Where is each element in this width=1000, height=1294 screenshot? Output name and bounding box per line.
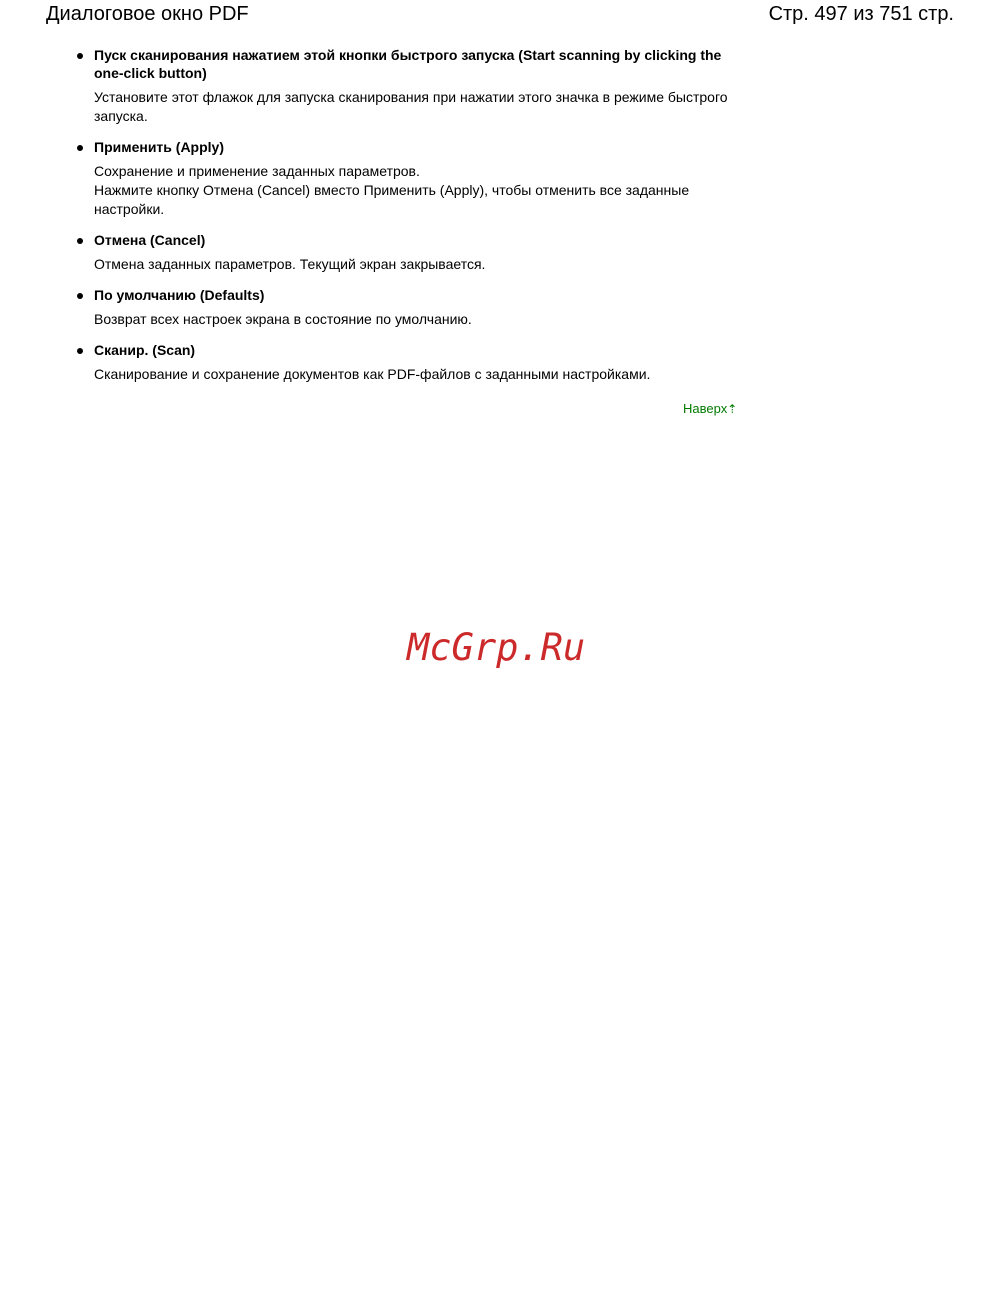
- back-to-top-label: Наверх: [683, 401, 728, 416]
- item-title: Отмена (Cancel): [94, 232, 206, 248]
- list-item: [94, 138, 744, 219]
- item-title: Пуск сканирования нажатием этой кнопки быстрого запуска (Start scanning by clicking the one-click button): [94, 47, 722, 81]
- item-description: Нажмите кнопку Отмена (Cancel) вместо Применить (Apply), чтобы отменить все заданные настройки.: [94, 182, 690, 217]
- item-title: По умолчанию (Defaults): [94, 287, 265, 303]
- item-description: Отмена заданных параметров. Текущий экран закрывается.: [94, 256, 486, 272]
- item-title: Сканир. (Scan): [94, 342, 196, 358]
- item-title: Применить (Apply): [94, 139, 224, 155]
- item-description: Сохранение и применение заданных параметров.: [94, 163, 420, 179]
- watermark-logo: McGrp.Ru: [407, 626, 586, 669]
- page-counter: Стр. 497 из 751 стр.: [768, 3, 954, 25]
- item-description: Возврат всех настроек экрана в состояние по умолчанию.: [94, 311, 472, 327]
- bullet-icon: [77, 348, 83, 354]
- bullet-icon: [77, 293, 83, 299]
- content-list: [94, 46, 744, 396]
- bullet-icon: [77, 53, 83, 59]
- list-item: [94, 46, 744, 126]
- list-item: [94, 286, 744, 329]
- item-description: Сканирование и сохранение документов как PDF-файлов с заданными настройками.: [94, 366, 651, 382]
- back-to-top-link[interactable]: [683, 400, 737, 418]
- arrow-up-icon: ⇡: [727, 402, 738, 416]
- item-description: Установите этот флажок для запуска сканирования при нажатии этого значка в режиме быстрого запуска.: [94, 89, 728, 124]
- bullet-icon: [77, 145, 83, 151]
- bullet-icon: [77, 238, 83, 244]
- list-item: [94, 231, 744, 274]
- page-title: Диалоговое окно PDF: [46, 3, 249, 25]
- list-item: [94, 341, 744, 384]
